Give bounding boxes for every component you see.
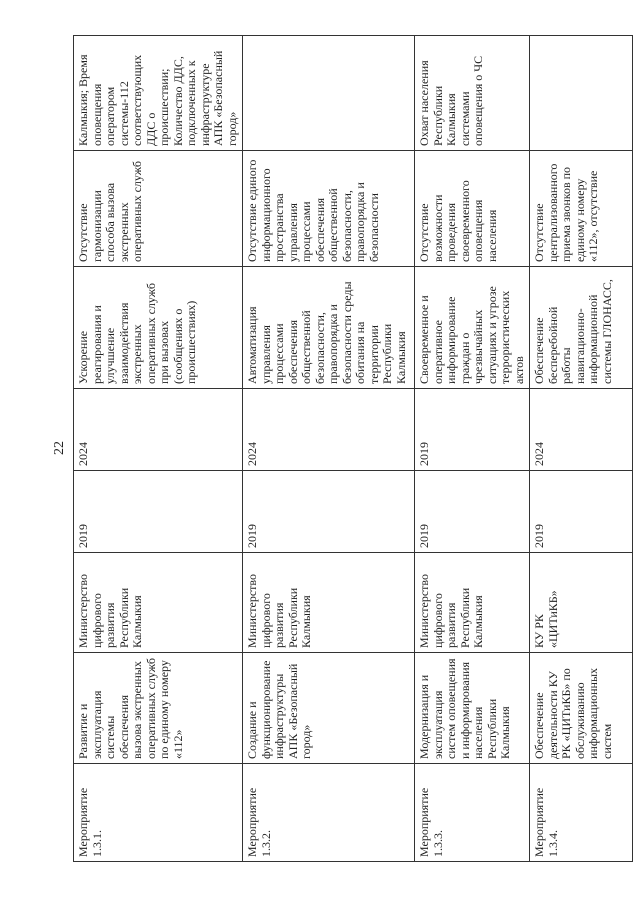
cell-consequence: Отсутствие гармонизации способа вызова экстренных оперативных служб [74, 151, 243, 267]
cell-start: 2019 [530, 471, 633, 553]
cell-end: 2024 [243, 389, 415, 471]
cell-start: 2019 [74, 471, 243, 553]
cell-measure: Мероприятие 1.3.4. [530, 764, 633, 862]
cell-consequence: Отсутствие централизованного приема звонков по единому номеру «112», отсутствие [530, 151, 633, 267]
cell-name: Модернизация и эксплуатация систем оповещения и информирования населения Республики Калмыкия [415, 653, 530, 764]
cell-end: 2024 [74, 389, 243, 471]
cell-indicator: Калмыкия; Время оповещения оператором системы-112 соответствующих ДДС о происшествии; Количество ДДС, подключенных к инфраструктуре АПК «Безопасный город» [74, 36, 243, 151]
cell-executor: Министерство цифрового развития Республики Калмыкия [415, 553, 530, 653]
table-row [243, 36, 415, 862]
table-row [415, 36, 530, 862]
cell-end: 2024 [530, 389, 633, 471]
page-number: 22 [52, 441, 67, 455]
cell-start: 2019 [243, 471, 415, 553]
cell-indicator [530, 36, 633, 151]
cell-result: Ускорение реагирования и улучшение взаимодействия экстренных оперативных служб при вызовах (сообщениях о происшествиях) [74, 267, 243, 389]
cell-consequence: Отсутствие единого информационного пространства управления процессами обеспечения общественной безопасности, правопорядка и безопасности [243, 151, 415, 267]
cell-consequence: Отсутствие возможности проведения своевременного оповещения населения [415, 151, 530, 267]
table-row [530, 36, 633, 862]
cell-indicator [243, 36, 415, 151]
cell-executor: Министерство цифрового развития Республики Калмыкия [243, 553, 415, 653]
measures-table [73, 35, 633, 862]
cell-executor: КУ РК «ЦИТиКБ» [530, 553, 633, 653]
cell-name: Обеспечение деятельности КУ РК «ЦИТиКБ» по обслуживанию информационных систем [530, 653, 633, 764]
cell-measure: Мероприятие 1.3.3. [415, 764, 530, 862]
cell-name: Создание и функционирование инфраструктуры АПК «Безопасный город» [243, 653, 415, 764]
cell-executor: Министерство цифрового развития Республики Калмыкия [74, 553, 243, 653]
rotated-table-container [73, 36, 614, 862]
cell-result: Обеспечение бесперебойной работы навигационно-информационной системы ГЛОНАСС, [530, 267, 633, 389]
cell-measure: Мероприятие 1.3.1. [74, 764, 243, 862]
cell-end: 2019 [415, 389, 530, 471]
cell-result: Своевременное и оперативное информирование граждан о чрезвычайных ситуациях и угрозе террористических актов [415, 267, 530, 389]
table-row [74, 36, 243, 862]
cell-measure: Мероприятие 1.3.2. [243, 764, 415, 862]
cell-result: Автоматизация управления процессами обеспечения общественной безопасности, правопорядка и безопасности среды обитания на территории Республики Калмыкия [243, 267, 415, 389]
cell-name: Развитие и эксплуатация системы обеспечения вызова экстренных оперативных служб по единому номеру «112» [74, 653, 243, 764]
cell-start: 2019 [415, 471, 530, 553]
cell-indicator: Охват населения Республики Калмыкия системами оповещения о ЧС [415, 36, 530, 151]
